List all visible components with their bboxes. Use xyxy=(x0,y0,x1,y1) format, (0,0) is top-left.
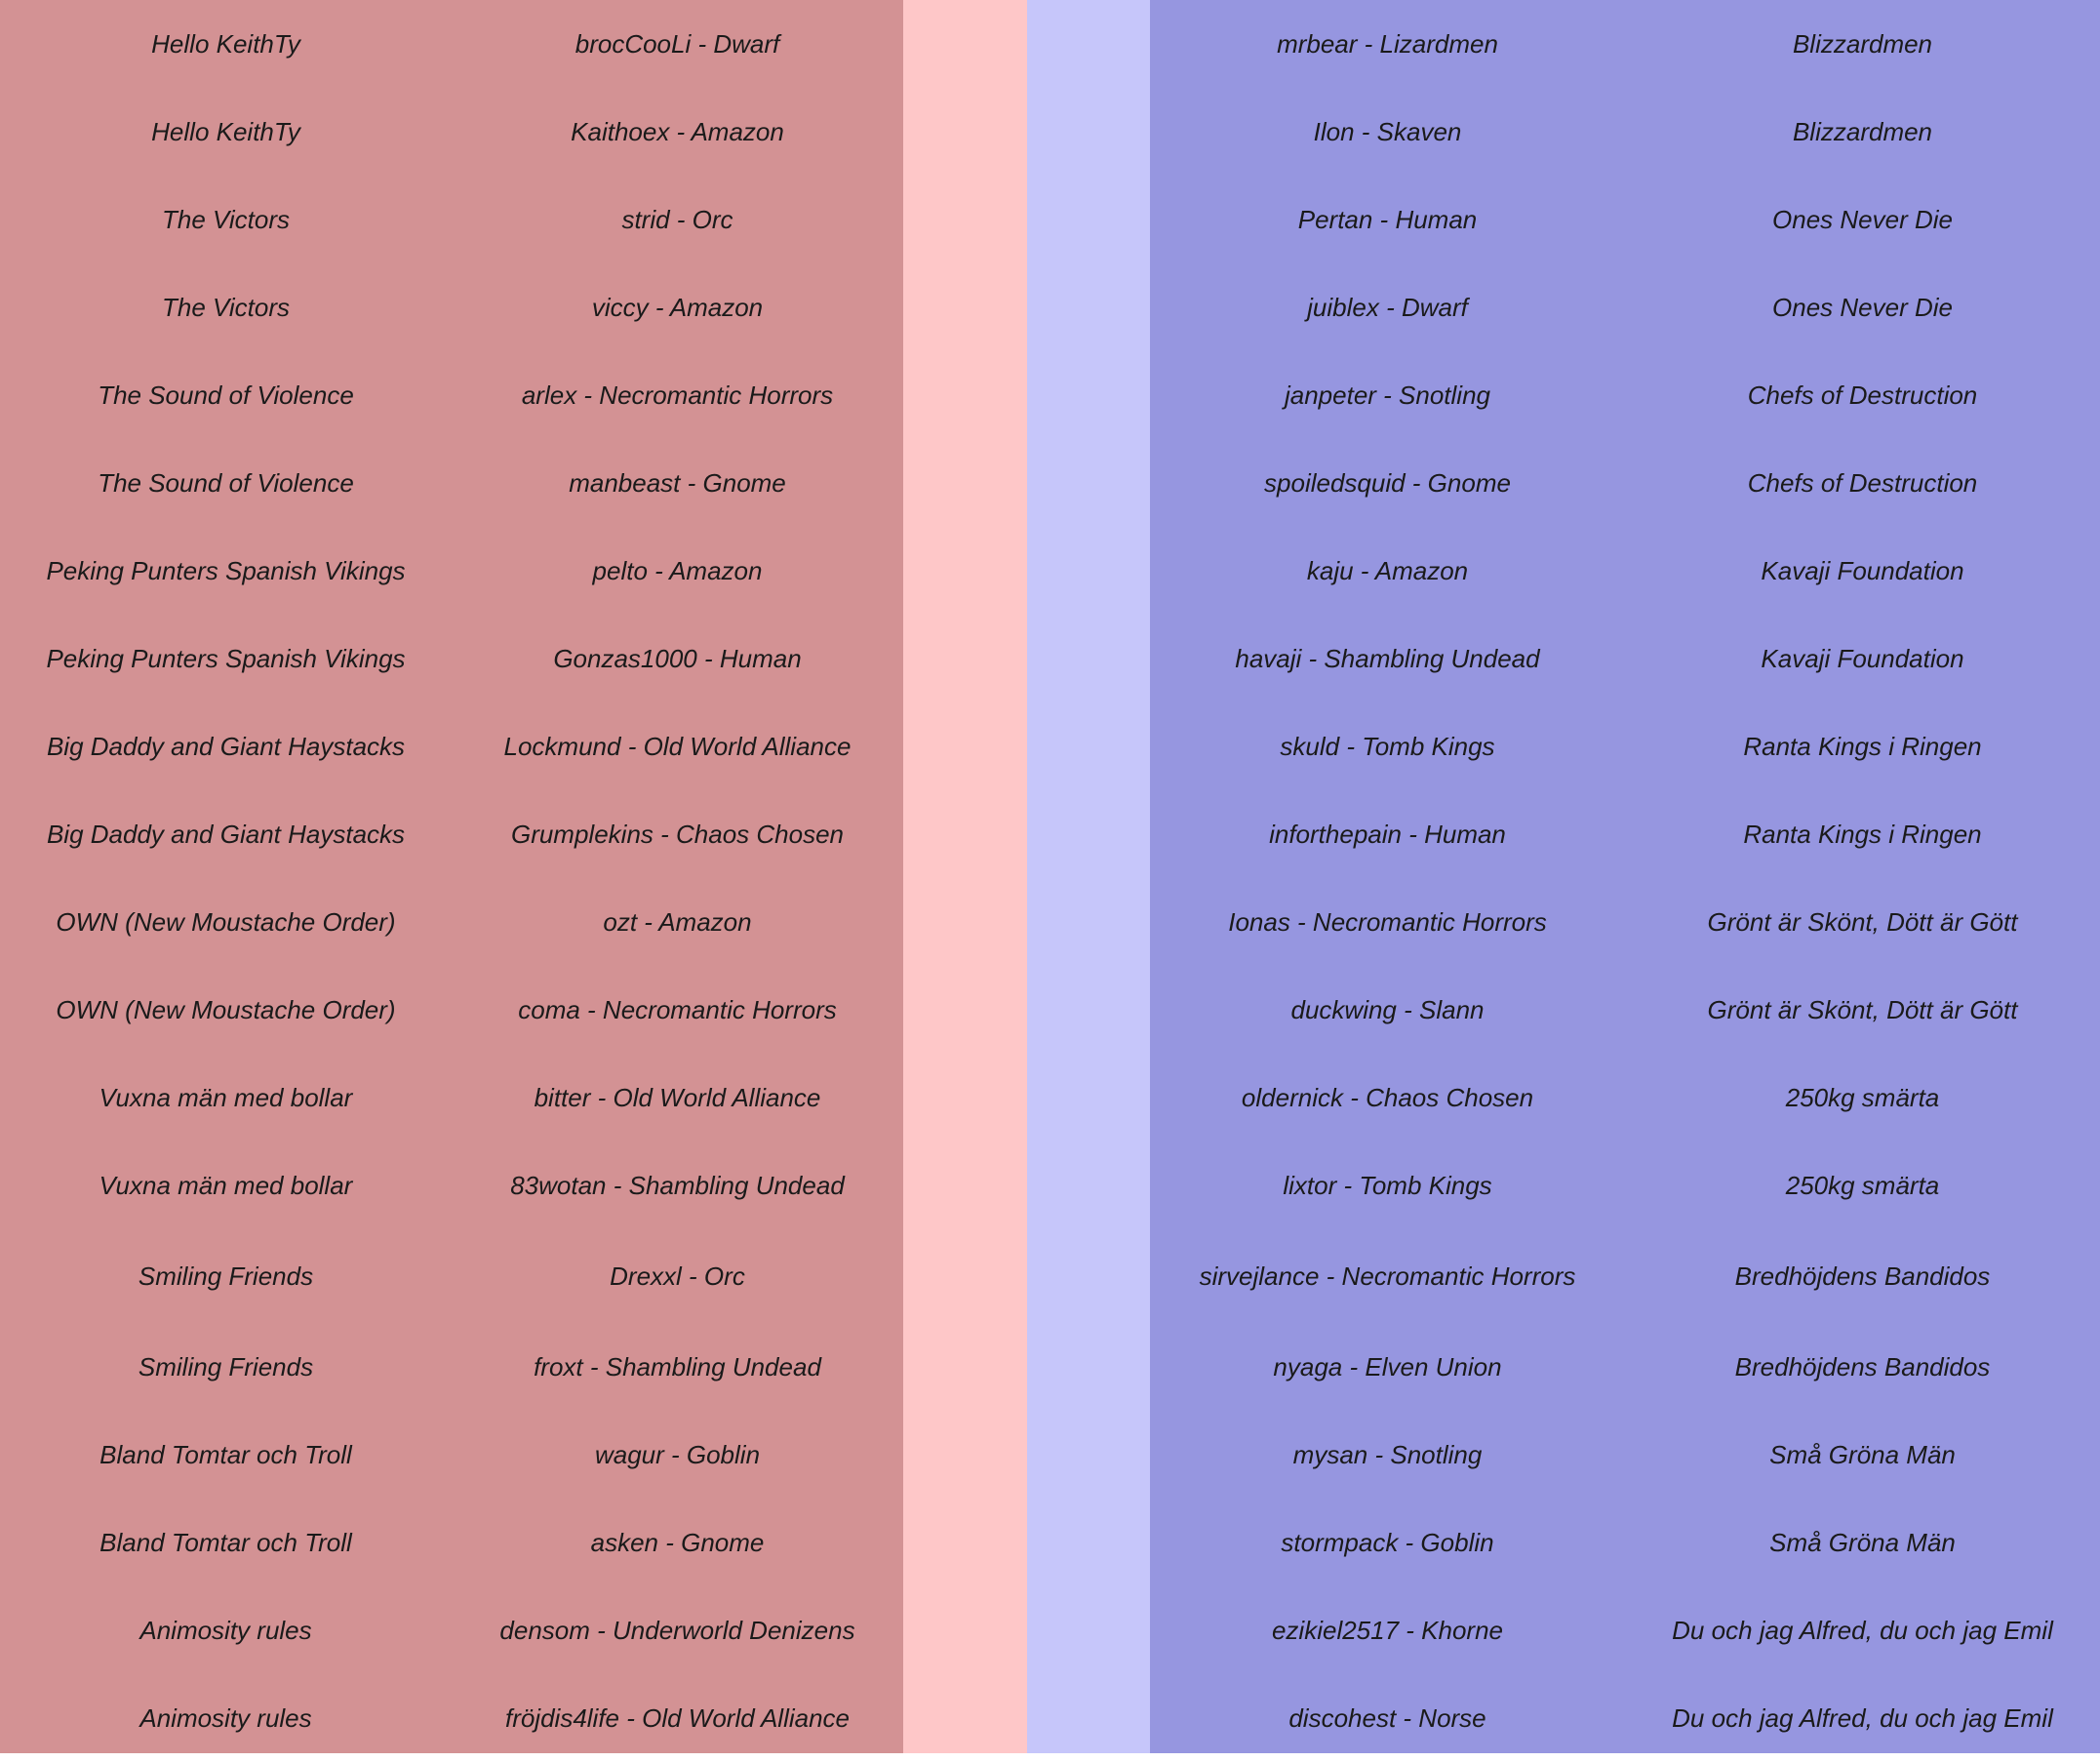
away-team-name: 250kg smärta xyxy=(1785,1082,1940,1112)
away-score xyxy=(1027,790,1150,878)
away-score xyxy=(1027,1586,1150,1674)
home-coach-race: brocCooLi - Dwarf xyxy=(575,28,780,59)
home-team-name: Peking Punters Spanish Vikings xyxy=(46,643,406,673)
home-team-name: The Sound of Violence xyxy=(98,467,354,498)
away-coach-race: sirvejlance - Necromantic Horrors xyxy=(1199,1261,1576,1291)
home-coach-race: pelto - Amazon xyxy=(592,555,763,585)
away-coach-race: duckwing - Slann xyxy=(1290,994,1485,1024)
home-coach-race: wagur - Goblin xyxy=(594,1439,761,1469)
away-coach-race: mysan - Snotling xyxy=(1292,1439,1483,1469)
home-coach-race: Gonzas1000 - Human xyxy=(553,643,802,673)
away-score xyxy=(1027,0,1150,88)
match-row xyxy=(0,0,2100,88)
match-row xyxy=(0,88,2100,176)
home-team-name: Smiling Friends xyxy=(138,1261,314,1291)
match-row xyxy=(0,615,2100,702)
home-score xyxy=(903,790,1027,878)
home-coach-race: Kaithoex - Amazon xyxy=(571,116,784,146)
home-score xyxy=(903,439,1027,527)
match-row xyxy=(0,1586,2100,1674)
away-coach-race: spoiledsquid - Gnome xyxy=(1264,467,1511,498)
home-team-name: Big Daddy and Giant Haystacks xyxy=(46,731,406,761)
away-coach-race: janpeter - Snotling xyxy=(1284,380,1491,410)
home-score xyxy=(903,1586,1027,1674)
home-score xyxy=(903,88,1027,176)
away-coach-race: skuld - Tomb Kings xyxy=(1280,731,1495,761)
away-score xyxy=(1027,1229,1150,1323)
away-coach-race: inforthepain - Human xyxy=(1269,819,1506,849)
away-score xyxy=(1027,1411,1150,1499)
match-row xyxy=(0,351,2100,439)
home-coach-race: densom - Underworld Denizens xyxy=(499,1615,855,1645)
away-score xyxy=(1027,1674,1150,1762)
home-team-name: Animosity rules xyxy=(139,1702,312,1733)
match-row xyxy=(0,1141,2100,1229)
match-row xyxy=(0,439,2100,527)
home-team-name: Peking Punters Spanish Vikings xyxy=(46,555,406,585)
away-team-name: Kavaji Foundation xyxy=(1761,555,1964,585)
match-row xyxy=(0,790,2100,878)
away-team-name: Du och jag Alfred, du och jag Emil xyxy=(1672,1702,2053,1733)
away-coach-race: nyaga - Elven Union xyxy=(1273,1351,1502,1382)
home-score xyxy=(903,1141,1027,1229)
away-coach-race: ezikiel2517 - Khorne xyxy=(1271,1615,1504,1645)
away-score xyxy=(1027,878,1150,966)
match-row xyxy=(0,1411,2100,1499)
home-coach-race: viccy - Amazon xyxy=(591,292,764,322)
home-team-name: The Victors xyxy=(161,292,290,322)
match-row xyxy=(0,1229,2100,1323)
home-coach-race: manbeast - Gnome xyxy=(569,467,786,498)
home-score xyxy=(903,1323,1027,1411)
home-team-name: The Victors xyxy=(161,204,290,234)
away-team-name: Ranta Kings i Ringen xyxy=(1743,731,1982,761)
away-score xyxy=(1027,966,1150,1054)
away-team-name: Chefs of Destruction xyxy=(1747,467,1978,498)
home-team-name: Smiling Friends xyxy=(138,1351,314,1382)
home-score xyxy=(903,176,1027,263)
home-score xyxy=(903,966,1027,1054)
home-coach-race: strid - Orc xyxy=(621,204,733,234)
match-row xyxy=(0,702,2100,790)
home-coach-race: arlex - Necromantic Horrors xyxy=(521,380,834,410)
away-score xyxy=(1027,1323,1150,1411)
away-score xyxy=(1027,1141,1150,1229)
away-team-name: Ones Never Die xyxy=(1772,292,1953,322)
away-coach-race: mrbear - Lizardmen xyxy=(1277,28,1498,59)
away-team-name: Du och jag Alfred, du och jag Emil xyxy=(1672,1615,2053,1645)
home-coach-race: bitter - Old World Alliance xyxy=(534,1082,821,1112)
home-coach-race: fröjdis4life - Old World Alliance xyxy=(504,1702,851,1733)
away-team-name: Ones Never Die xyxy=(1772,204,1953,234)
home-team-name: Big Daddy and Giant Haystacks xyxy=(46,819,406,849)
away-score xyxy=(1027,263,1150,351)
match-row xyxy=(0,1674,2100,1762)
home-coach-race: Lockmund - Old World Alliance xyxy=(503,731,852,761)
away-score xyxy=(1027,176,1150,263)
away-team-name: Bredhöjdens Bandidos xyxy=(1734,1351,1991,1382)
home-team-name: Vuxna män med bollar xyxy=(99,1170,353,1200)
away-team-name: 250kg smärta xyxy=(1785,1170,1940,1200)
home-team-name: The Sound of Violence xyxy=(98,380,354,410)
home-coach-race: ozt - Amazon xyxy=(603,906,752,937)
away-score xyxy=(1027,1054,1150,1141)
away-score xyxy=(1027,439,1150,527)
away-team-name: Blizzardmen xyxy=(1792,116,1933,146)
match-row xyxy=(0,1054,2100,1141)
match-row xyxy=(0,1323,2100,1411)
away-coach-race: discohest - Norse xyxy=(1288,1702,1486,1733)
away-coach-race: Pertan - Human xyxy=(1297,204,1478,234)
home-score xyxy=(903,1229,1027,1323)
home-team-name: Vuxna män med bollar xyxy=(99,1082,353,1112)
home-score xyxy=(903,527,1027,615)
home-coach-race: 83wotan - Shambling Undead xyxy=(510,1170,845,1200)
away-team-name: Små Gröna Män xyxy=(1769,1439,1956,1469)
away-score xyxy=(1027,88,1150,176)
home-team-name: OWN (New Moustache Order) xyxy=(56,906,396,937)
away-team-name: Blizzardmen xyxy=(1792,28,1933,59)
home-score xyxy=(903,1499,1027,1586)
away-team-name: Små Gröna Män xyxy=(1769,1527,1956,1557)
away-team-name: Chefs of Destruction xyxy=(1747,380,1978,410)
home-coach-race: Drexxl - Orc xyxy=(610,1261,745,1291)
match-row xyxy=(0,176,2100,263)
home-team-name: Bland Tomtar och Troll xyxy=(99,1439,352,1469)
home-score xyxy=(903,1411,1027,1499)
away-score xyxy=(1027,351,1150,439)
home-score xyxy=(903,351,1027,439)
home-coach-race: froxt - Shambling Undead xyxy=(534,1351,821,1382)
away-team-name: Kavaji Foundation xyxy=(1761,643,1964,673)
home-team-name: Hello KeithTy xyxy=(151,116,300,146)
home-score xyxy=(903,702,1027,790)
home-score xyxy=(903,878,1027,966)
match-row xyxy=(0,966,2100,1054)
away-coach-race: havaji - Shambling Undead xyxy=(1235,643,1540,673)
away-coach-race: lixtor - Tomb Kings xyxy=(1283,1170,1492,1200)
home-coach-race: coma - Necromantic Horrors xyxy=(518,994,837,1024)
home-score xyxy=(903,1674,1027,1762)
home-score xyxy=(903,615,1027,702)
home-score xyxy=(903,263,1027,351)
match-row xyxy=(0,527,2100,615)
away-score xyxy=(1027,702,1150,790)
away-team-name: Bredhöjdens Bandidos xyxy=(1734,1261,1991,1291)
away-coach-race: Ionas - Necromantic Horrors xyxy=(1228,906,1547,937)
away-team-name: Grönt är Skönt, Dött är Gött xyxy=(1707,906,2018,937)
away-score xyxy=(1027,1499,1150,1586)
away-coach-race: juiblex - Dwarf xyxy=(1307,292,1468,322)
home-team-name: Bland Tomtar och Troll xyxy=(99,1527,352,1557)
home-team-name: OWN (New Moustache Order) xyxy=(56,994,396,1024)
match-row xyxy=(0,1499,2100,1586)
match-row xyxy=(0,263,2100,351)
away-score xyxy=(1027,615,1150,702)
away-team-name: Grönt är Skönt, Dött är Gött xyxy=(1707,994,2018,1024)
home-team-name: Hello KeithTy xyxy=(151,28,300,59)
away-coach-race: kaju - Amazon xyxy=(1306,555,1469,585)
home-team-name: Animosity rules xyxy=(139,1615,312,1645)
home-coach-race: Grumplekins - Chaos Chosen xyxy=(510,819,845,849)
match-row xyxy=(0,878,2100,966)
home-score xyxy=(903,0,1027,88)
away-coach-race: oldernick - Chaos Chosen xyxy=(1241,1082,1534,1112)
away-coach-race: stormpack - Goblin xyxy=(1281,1527,1494,1557)
home-score xyxy=(903,1054,1027,1141)
away-coach-race: Ilon - Skaven xyxy=(1313,116,1462,146)
away-team-name: Ranta Kings i Ringen xyxy=(1743,819,1982,849)
home-coach-race: asken - Gnome xyxy=(590,1527,765,1557)
away-score xyxy=(1027,527,1150,615)
